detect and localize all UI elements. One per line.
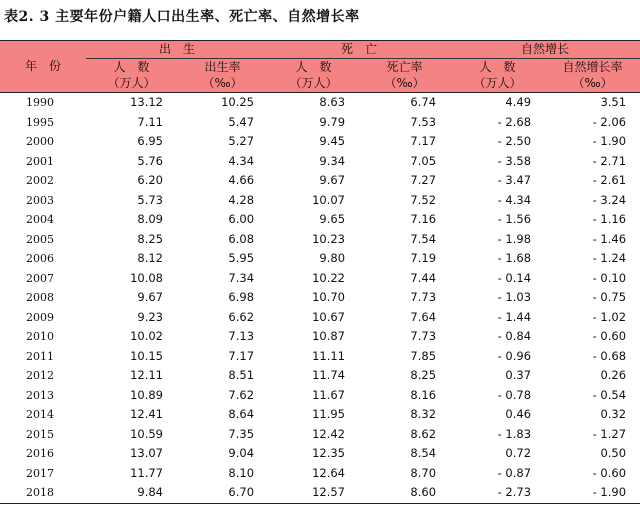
births-count-cell: 10.08 — [130, 270, 163, 285]
year-cell: 2004 — [26, 213, 54, 227]
natural-growth-count-cell: - 4.34 — [497, 192, 532, 207]
year-cell: 2002 — [26, 174, 54, 188]
year-cell: 2007 — [26, 271, 54, 285]
natural-growth-rate-cell: - 1.27 — [592, 426, 627, 441]
natural-growth-rate-cell: - 1.02 — [592, 309, 627, 324]
natural-growth-count-cell: 0.37 — [505, 368, 532, 383]
natural-growth-rate-cell: 0.50 — [600, 446, 627, 461]
births-count-cell: 12.11 — [130, 368, 163, 383]
natural-growth-rate-cell: - 0.68 — [592, 348, 627, 363]
natural-growth-rate-cell: - 1.46 — [592, 231, 627, 246]
births-count-cell: 7.11 — [137, 114, 163, 129]
births-count-cell: 6.95 — [137, 134, 163, 149]
birth-rate-cell: 4.28 — [228, 192, 255, 207]
birth-rate-cell: 8.51 — [228, 368, 255, 383]
death-rate-cell: 7.05 — [410, 153, 437, 168]
deaths-count-cell: 10.23 — [312, 231, 346, 246]
table-row — [0, 464, 640, 484]
population-rates-table — [0, 40, 640, 504]
birth-rate-cell: 4.66 — [228, 173, 255, 188]
deaths-count-cell: 10.07 — [312, 192, 346, 207]
death-rate-cell: 7.52 — [410, 192, 437, 207]
death-rate-cell: 7.73 — [410, 329, 437, 344]
birth-rate-cell: 9.04 — [228, 446, 255, 461]
natural-growth-count-cell: - 0.96 — [497, 348, 532, 363]
natural-growth-rate-cell: - 2.06 — [592, 114, 627, 129]
death-rate-cell: 7.85 — [410, 348, 437, 363]
births-count-cell: 5.73 — [137, 192, 163, 207]
natural-growth-rate-cell: - 2.61 — [592, 173, 627, 188]
table-row — [0, 288, 640, 308]
birth-rate-cell: 5.47 — [228, 114, 255, 129]
natural-growth-rate-cell: - 3.24 — [592, 192, 627, 207]
death-rate-cell: 8.32 — [410, 407, 437, 422]
table-row — [0, 308, 640, 328]
table-header — [0, 41, 640, 93]
natural-growth-count-cell: - 1.03 — [497, 290, 532, 305]
year-cell: 2015 — [26, 427, 54, 441]
death-rate-cell: 8.16 — [410, 387, 437, 402]
table-row — [0, 230, 640, 250]
natural-growth-rate-cell: - 1.90 — [545, 483, 640, 503]
table-title: 表2. 3 主要年份户籍人口出生率、死亡率、自然增长率 — [4, 9, 360, 25]
death-rate-cell: 8.70 — [410, 465, 437, 480]
table-row — [0, 444, 640, 464]
natural-growth-rate-cell: - 1.90 — [592, 134, 627, 149]
deaths-count-cell: 9.79 — [319, 114, 346, 129]
natural-growth-count-cell: - 2.68 — [497, 114, 532, 129]
natural-growth-rate-cell: - 1.16 — [592, 212, 627, 227]
births-count-cell: 8.25 — [137, 231, 163, 246]
year-cell: 2014 — [26, 408, 54, 422]
natural-growth-rate-header: 自然增长率 — [545, 59, 640, 76]
death-rate-unit: （‰） — [359, 75, 450, 93]
natural-growth-count-unit: （万人） — [450, 75, 545, 93]
birth-rate-cell: 7.34 — [228, 270, 255, 285]
death-rate-cell: 8.25 — [410, 368, 437, 383]
year-cell: 2016 — [26, 447, 54, 461]
deaths-count-cell: 11.11 — [312, 348, 346, 363]
natural-growth-count-cell: 0.46 — [505, 407, 532, 422]
birth-rate-cell: 6.70 — [177, 483, 268, 503]
table-row — [0, 113, 640, 133]
deaths-count-cell: 12.35 — [312, 446, 346, 461]
year-cell: 2001 — [26, 154, 54, 168]
year-cell: 1995 — [26, 115, 54, 129]
natural-growth-rate-cell: 0.32 — [600, 407, 627, 422]
deaths-count-header: 人 数 — [268, 59, 359, 76]
natural-growth-rate-unit: （‰） — [545, 75, 640, 93]
births-count-cell: 8.12 — [137, 251, 163, 266]
year-cell: 2000 — [26, 135, 54, 149]
births-count-cell: 13.07 — [130, 446, 163, 461]
natural-growth-count-cell: - 1.44 — [497, 309, 532, 324]
natural-growth-rate-cell: 3.51 — [600, 95, 627, 110]
natural-growth-count-cell: - 0.87 — [497, 465, 532, 480]
year-cell: 2013 — [26, 388, 54, 402]
table-body — [0, 93, 640, 504]
table-row — [0, 425, 640, 445]
birth-rate-unit: （‰） — [177, 75, 268, 93]
deaths-count-cell: 9.67 — [319, 173, 346, 188]
birth-rate-cell: 7.35 — [228, 426, 255, 441]
death-rate-cell: 7.54 — [410, 231, 437, 246]
deaths-count-cell: 12.64 — [312, 465, 346, 480]
deaths-count-cell: 9.65 — [319, 212, 346, 227]
birth-rate-cell: 4.34 — [228, 153, 255, 168]
births-count-cell: 11.77 — [130, 465, 163, 480]
table-row — [0, 210, 640, 230]
births-count-unit: （万人） — [86, 75, 177, 93]
deaths-count-cell: 8.63 — [319, 95, 346, 110]
natural-growth-rate-cell: - 1.24 — [592, 251, 627, 266]
year-column-header: 年 份 — [0, 41, 86, 93]
deaths-group-header: 死 亡 — [268, 41, 450, 59]
table-row — [0, 132, 640, 152]
table-row — [0, 366, 640, 386]
death-rate-cell: 6.74 — [410, 95, 437, 110]
natural-growth-rate-cell: - 0.60 — [592, 465, 627, 480]
births-count-cell: 10.89 — [130, 387, 163, 402]
natural-growth-count-cell: - 1.98 — [497, 231, 532, 246]
death-rate-cell: 8.62 — [410, 426, 437, 441]
year-cell: 2017 — [26, 466, 54, 480]
natural-growth-count-cell: - 3.47 — [497, 173, 532, 188]
natural-growth-count-cell: - 0.78 — [497, 387, 532, 402]
births-group-header: 出 生 — [86, 41, 268, 59]
statistics-table-container — [0, 40, 640, 504]
year-cell: 2018 — [0, 483, 86, 503]
death-rate-cell: 7.64 — [410, 309, 437, 324]
birth-rate-cell: 6.62 — [228, 309, 255, 324]
births-count-cell: 10.15 — [130, 348, 163, 363]
death-rate-cell: 7.27 — [410, 173, 437, 188]
natural-growth-count-cell: - 1.83 — [497, 426, 532, 441]
death-rate-cell: 7.16 — [410, 212, 437, 227]
birth-rate-cell: 7.13 — [228, 329, 255, 344]
year-cell: 2008 — [26, 291, 54, 305]
natural-growth-group-header: 自然增长 — [450, 41, 640, 59]
table-row — [0, 249, 640, 269]
deaths-count-cell: 10.87 — [312, 329, 346, 344]
year-cell: 2012 — [26, 369, 54, 383]
birth-rate-cell: 6.08 — [228, 231, 255, 246]
births-count-cell: 9.67 — [137, 290, 163, 305]
deaths-count-cell: 10.67 — [312, 309, 346, 324]
birth-rate-header: 出生率 — [177, 59, 268, 76]
table-row — [0, 405, 640, 425]
natural-growth-count-header: 人 数 — [450, 59, 545, 76]
death-rate-cell: 7.19 — [410, 251, 437, 266]
deaths-count-cell: 10.22 — [312, 270, 346, 285]
birth-rate-cell: 10.25 — [221, 95, 255, 110]
table-row — [0, 327, 640, 347]
natural-growth-count-cell: - 1.68 — [497, 251, 532, 266]
births-count-cell: 9.23 — [137, 309, 163, 324]
table-row — [0, 386, 640, 406]
death-rate-cell: 8.54 — [410, 446, 437, 461]
births-count-cell: 10.59 — [130, 426, 163, 441]
death-rate-cell: 7.73 — [410, 290, 437, 305]
deaths-count-cell: 10.70 — [312, 290, 346, 305]
death-rate-cell: 7.17 — [410, 134, 437, 149]
natural-growth-rate-cell: - 0.60 — [592, 329, 627, 344]
birth-rate-cell: 7.62 — [228, 387, 255, 402]
births-count-cell: 5.76 — [137, 153, 163, 168]
deaths-count-cell: 9.45 — [319, 134, 346, 149]
natural-growth-rate-cell: - 0.75 — [592, 290, 627, 305]
natural-growth-count-cell: - 3.58 — [497, 153, 532, 168]
table-row — [0, 347, 640, 367]
birth-rate-cell: 8.10 — [228, 465, 255, 480]
natural-growth-rate-cell: - 0.54 — [592, 387, 627, 402]
births-count-cell: 6.20 — [137, 173, 163, 188]
year-cell: 2009 — [26, 310, 54, 324]
natural-growth-rate-cell: - 0.10 — [592, 270, 627, 285]
natural-growth-count-cell: 0.72 — [505, 446, 532, 461]
deaths-count-cell: 11.95 — [312, 407, 346, 422]
death-rate-cell: 8.60 — [359, 483, 450, 503]
birth-rate-cell: 6.98 — [228, 290, 255, 305]
natural-growth-rate-cell: 0.26 — [600, 368, 627, 383]
table-row — [0, 93, 640, 113]
births-count-cell: 9.84 — [86, 483, 177, 503]
year-cell: 2010 — [26, 330, 54, 344]
table-row — [0, 483, 640, 503]
natural-growth-count-cell: - 0.84 — [497, 329, 532, 344]
deaths-count-unit: （万人） — [268, 75, 359, 93]
table-row — [0, 191, 640, 211]
natural-growth-count-cell: - 2.50 — [497, 134, 532, 149]
birth-rate-cell: 8.64 — [228, 407, 255, 422]
deaths-count-cell: 9.34 — [319, 153, 346, 168]
births-count-cell: 8.09 — [137, 212, 163, 227]
deaths-count-cell: 9.80 — [319, 251, 346, 266]
natural-growth-count-cell: - 0.14 — [497, 270, 532, 285]
table-row — [0, 269, 640, 289]
births-count-cell: 13.12 — [130, 95, 163, 110]
births-count-cell: 10.02 — [130, 329, 163, 344]
birth-rate-cell: 6.00 — [228, 212, 255, 227]
births-count-cell: 12.41 — [130, 407, 163, 422]
deaths-count-cell: 11.74 — [312, 368, 346, 383]
natural-growth-rate-cell: - 2.71 — [592, 153, 627, 168]
birth-rate-cell: 5.27 — [228, 134, 255, 149]
year-cell: 2006 — [26, 252, 54, 266]
table-row — [0, 152, 640, 172]
death-rate-cell: 7.53 — [410, 114, 437, 129]
year-cell: 2011 — [26, 349, 54, 363]
year-cell: 1990 — [26, 96, 54, 110]
year-cell: 2005 — [26, 232, 54, 246]
deaths-count-cell: 12.57 — [268, 483, 359, 503]
natural-growth-count-cell: - 2.73 — [450, 483, 545, 503]
deaths-count-cell: 12.42 — [312, 426, 346, 441]
birth-rate-cell: 7.17 — [228, 348, 255, 363]
natural-growth-count-cell: 4.49 — [505, 95, 532, 110]
death-rate-cell: 7.44 — [410, 270, 437, 285]
deaths-count-cell: 11.67 — [312, 387, 346, 402]
natural-growth-count-cell: - 1.56 — [497, 212, 532, 227]
death-rate-header: 死亡率 — [359, 59, 450, 76]
births-count-header: 人 数 — [86, 59, 177, 76]
year-cell: 2003 — [26, 193, 54, 207]
birth-rate-cell: 5.95 — [228, 251, 255, 266]
table-row — [0, 171, 640, 191]
